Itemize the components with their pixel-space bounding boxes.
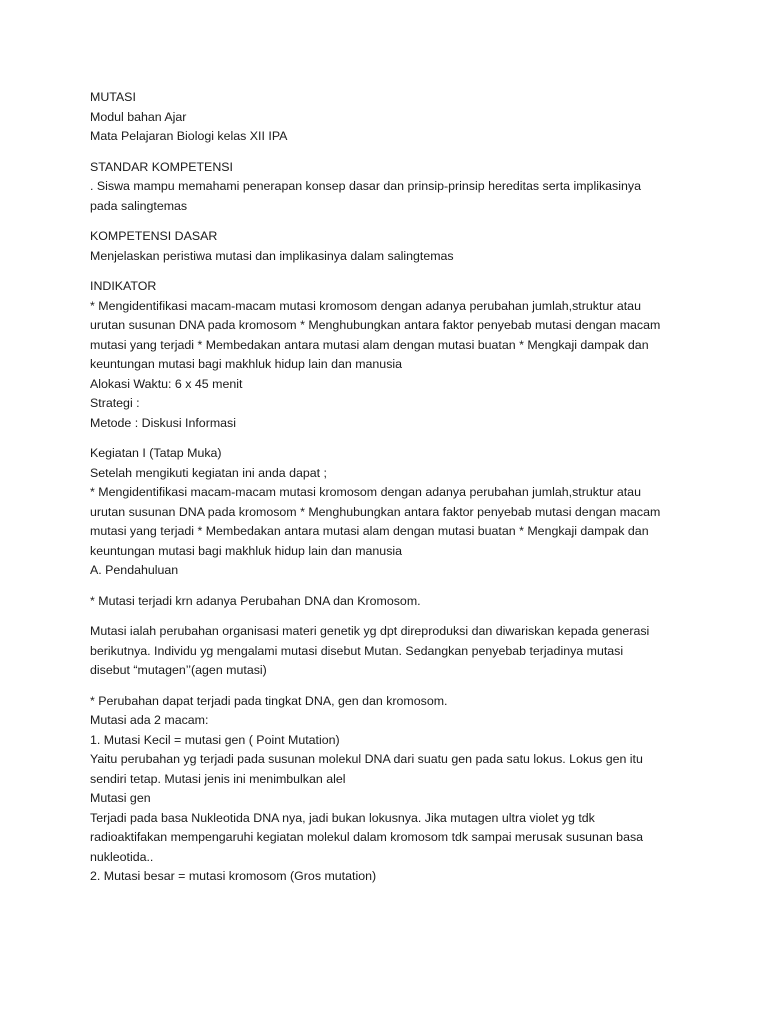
paragraph-gap — [90, 611, 690, 622]
paragraph-gap — [90, 433, 690, 444]
text-line: Strategi : — [90, 396, 140, 410]
text-line: INDIKATOR — [90, 279, 157, 293]
text-line: Setelah mengikuti kegiatan ini anda dapat ; — [90, 465, 327, 480]
text-line: urutan susunan DNA pada kromosom * Menghubungkan antara faktor penyebab mutasi dengan macam — [90, 504, 661, 519]
text-line: berikutnya. Individu yg mengalami mutasi disebut Mutan. Sedangkan penyebab terjadinya mutasi — [90, 643, 624, 658]
text-line: 2. Mutasi besar = mutasi kromosom (Gros mutation) — [90, 869, 377, 883]
paragraph-gap — [90, 681, 690, 692]
text-line: KOMPETENSI DASAR — [90, 229, 218, 243]
text-line: * Mengidentifikasi macam-macam mutasi kromosom dengan adanya perubahan jumlah,struktur atau — [90, 298, 641, 313]
paragraph-gap — [90, 266, 690, 277]
text-line: Mutasi ada 2 macam: — [90, 713, 209, 727]
text-line: Alokasi Waktu: 6 x 45 menit — [90, 376, 243, 391]
paragraph-gap — [90, 216, 690, 227]
text-line: Kegiatan I (Tatap Muka) — [90, 446, 222, 460]
text-line: Terjadi pada basa Nukleotida DNA nya, jadi bukan lokusnya. Jika mutagen ultra violet yg tdk — [90, 810, 595, 825]
text-line: 1. Mutasi Kecil = mutasi gen ( Point Mutation) — [90, 732, 340, 747]
text-line: urutan susunan DNA pada kromosom * Menghubungkan antara faktor penyebab mutasi dengan macam — [90, 318, 661, 332]
text-line: nukleotida.. — [90, 849, 154, 864]
text-line: Metode : Diskusi Informasi — [90, 415, 236, 430]
text-line: STANDAR KOMPETENSI — [90, 159, 233, 174]
text-line: pada salingtemas — [90, 198, 188, 213]
text-line: keuntungan mutasi bagi makhluk hidup lain dan manusia — [90, 357, 403, 371]
text-line: Modul bahan Ajar — [90, 109, 187, 124]
text-line: * Perubahan dapat terjadi pada tingkat DNA, gen dan kromosom. — [90, 693, 448, 708]
text-line: keuntungan mutasi bagi makhluk hidup lain dan manusia — [90, 543, 403, 558]
text-line: radioaktifakan mempengaruhi kegiatan molekul dalam kromosom tdk sampai merusak susunan basa — [90, 830, 644, 844]
text-line: disebut “mutagen’’(agen mutasi) — [90, 663, 267, 677]
document-page — [90, 88, 690, 887]
paragraph-gap — [90, 147, 690, 158]
text-line: * Mengidentifikasi macam-macam mutasi kromosom dengan adanya perubahan jumlah,struktur atau — [90, 485, 641, 499]
paragraph-gap — [90, 581, 690, 592]
text-line: A. Pendahuluan — [90, 563, 179, 577]
text-line: MUTASI — [90, 90, 136, 104]
text-line: Menjelaskan peristiwa mutasi dan implikasinya dalam salingtemas — [90, 248, 454, 263]
text-line: Mutasi gen — [90, 791, 151, 805]
text-line: Mata Pelajaran Biologi kelas XII IPA — [90, 129, 288, 143]
text-line: Mutasi ialah perubahan organisasi materi genetik yg dpt direproduksi dan diwariskan kepada generasi — [90, 624, 650, 638]
text-line: Yaitu perubahan yg terjadi pada susunan molekul DNA dari suatu gen pada satu lokus. Lokus gen itu — [90, 752, 643, 766]
text-line: sendiri tetap. Mutasi jenis ini menimbulkan alel — [90, 771, 346, 786]
text-line: mutasi yang terjadi * Membedakan antara mutasi alam dengan mutasi buatan * Mengkaji dampak dan — [90, 524, 649, 538]
text-line: . Siswa mampu memahami penerapan konsep dasar dan prinsip-prinsip hereditas serta implikasinya — [90, 179, 641, 193]
text-line: mutasi yang terjadi * Membedakan antara mutasi alam dengan mutasi buatan * Mengkaji dampak dan — [90, 337, 649, 352]
text-line: * Mutasi terjadi krn adanya Perubahan DNA dan Kromosom. — [90, 593, 421, 608]
